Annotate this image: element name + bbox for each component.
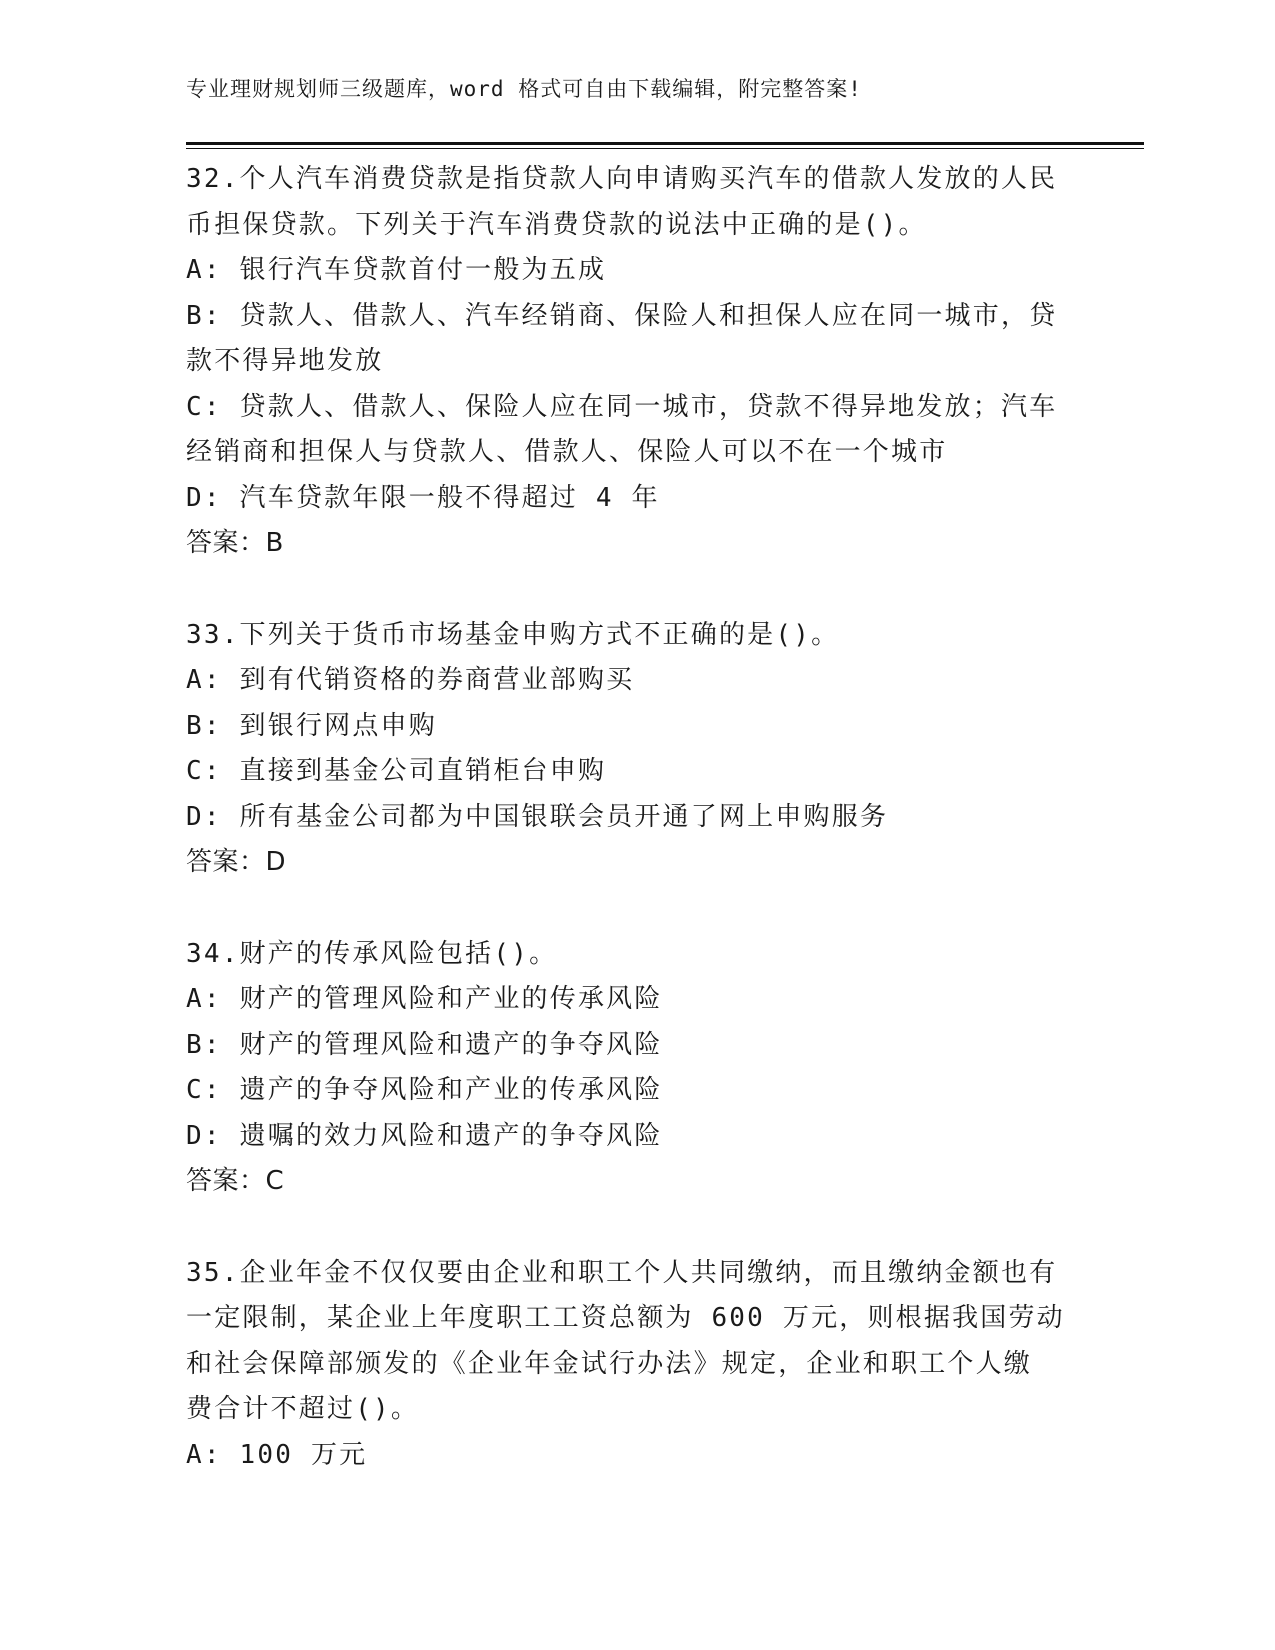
question-stem-line: 34.财产的传承风险包括()。 (186, 938, 558, 969)
option-c: C: 贷款人、借款人、保险人应在同一城市，贷款不得异地发放；汽车 (186, 391, 1058, 422)
option-b: B: 到银行网点申购 (186, 710, 437, 741)
question-stem-line: 一定限制，某企业上年度职工工资总额为 600 万元，则根据我国劳动 (186, 1303, 1065, 1333)
option-b: B: 贷款人、借款人、汽车经销商、保险人和担保人应在同一城市，贷 (186, 300, 1058, 331)
option-a: A: 到有代销资格的券商营业部购买 (186, 665, 635, 695)
question-stem-line: 35.企业年金不仅仅要由企业和职工个人共同缴纳，而且缴纳金额也有 (186, 1257, 1058, 1288)
option-a: A: 100 万元 (186, 1439, 368, 1470)
header-rule-thin (186, 148, 1144, 149)
option-b: B: 财产的管理风险和遗产的争夺风险 (186, 1029, 663, 1060)
answer-label: 答案：D (186, 847, 287, 877)
option-b-continued: 款不得异地发放 (186, 346, 384, 376)
option-d: D: 遗嘱的效力风险和遗产的争夺风险 (186, 1120, 663, 1151)
question-35 (186, 1251, 1086, 1479)
option-d: D: 所有基金公司都为中国银联会员开通了网上申购服务 (186, 801, 889, 832)
question-stem-line: 32.个人汽车消费贷款是指贷款人向申请购买汽车的借款人发放的人民 (186, 164, 1058, 194)
option-d: D: 汽车贷款年限一般不得超过 4 年 (186, 482, 660, 513)
question-34 (186, 932, 1086, 1205)
question-stem-line: 33.下列关于货币市场基金申购方式不正确的是()。 (186, 619, 840, 650)
question-33 (186, 613, 1086, 886)
option-c-continued: 经销商和担保人与贷款人、借款人、保险人可以不在一个城市 (186, 437, 948, 467)
question-stem-line: 和社会保障部颁发的《企业年金试行办法》规定，企业和职工个人缴 (186, 1348, 1033, 1379)
option-c: C: 遗产的争夺风险和产业的传承风险 (186, 1075, 663, 1105)
question-32 (186, 157, 1086, 567)
header-rule-thick (186, 142, 1144, 145)
option-c: C: 直接到基金公司直销柜台申购 (186, 756, 607, 786)
header-note: 专业理财规划师三级题库，word 格式可自由下载编辑，附完整答案! (186, 77, 862, 101)
question-list (186, 157, 1086, 1524)
option-a: A: 银行汽车贷款首付一般为五成 (186, 255, 607, 285)
question-stem-line: 币担保贷款。下列关于汽车消费贷款的说法中正确的是()。 (186, 209, 927, 240)
answer-label: 答案：B (186, 528, 284, 558)
option-a: A: 财产的管理风险和产业的传承风险 (186, 984, 663, 1014)
question-stem-line: 费合计不超过()。 (186, 1394, 420, 1424)
answer-label: 答案：C (186, 1166, 285, 1196)
